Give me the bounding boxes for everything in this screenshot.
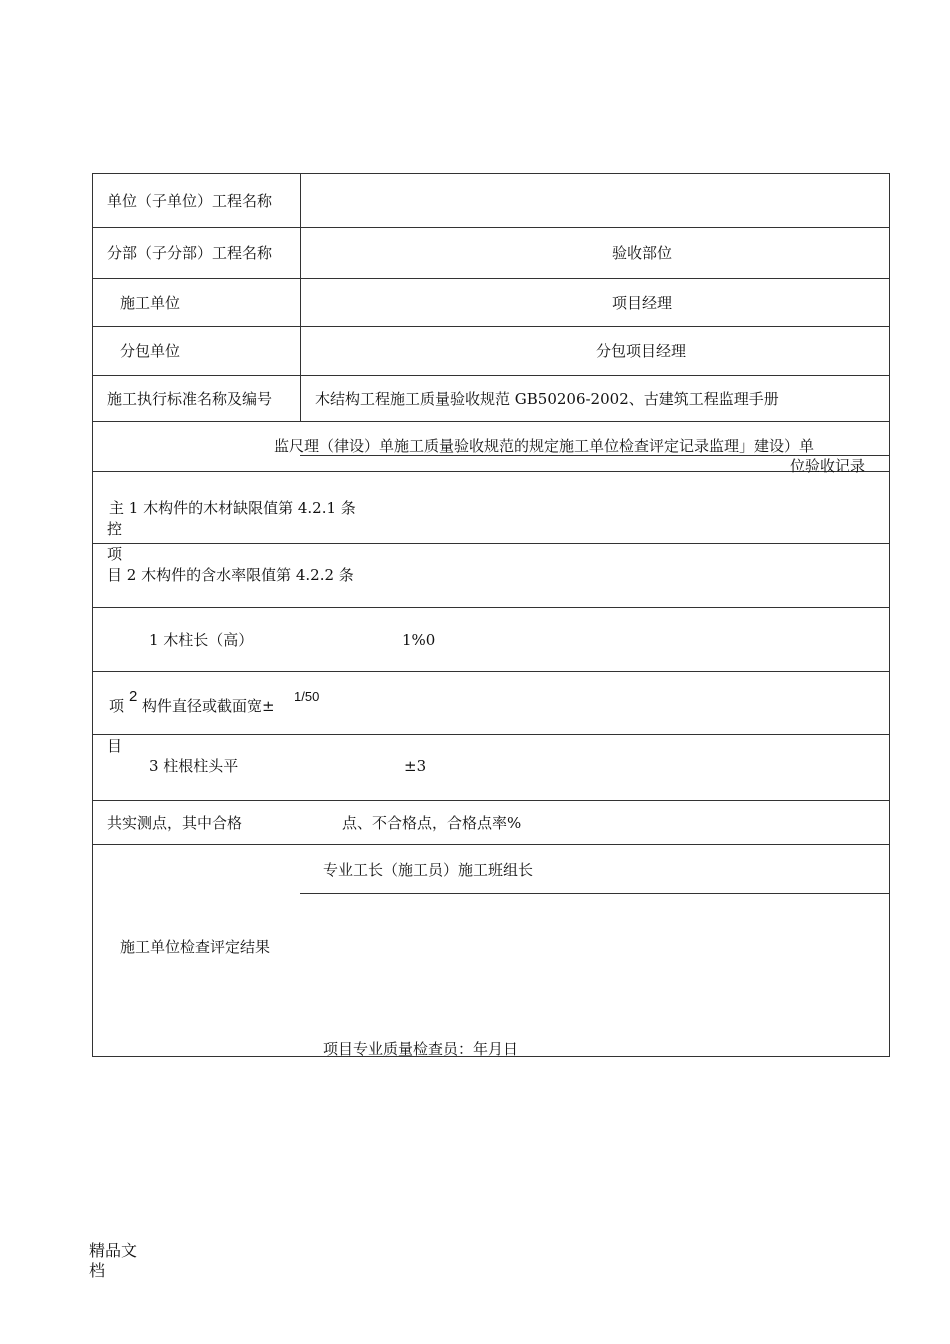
acceptance-part-label: 验收部位 [612,244,673,262]
inspector-label: 项目专业质量检查员：年月日 [323,1040,519,1058]
project-manager-label: 项目经理 [612,294,673,312]
row-divider [92,734,890,735]
general-item-2-label: 构件直径或截面宽± [142,697,275,715]
subcontract-unit-label: 分包单位 [120,342,181,360]
main-item-1: 主 1 木构件的木材缺限值第 4.2.1 条 [109,499,356,517]
general-item-1-label: 1 木柱长（高） [149,631,254,649]
main-item-char: 项 [107,545,123,563]
row-divider [92,227,890,228]
header-underline [300,455,890,456]
row-divider [92,375,890,376]
column-header-line2: 位验收记录 [790,457,866,475]
general-item-3-value: ±3 [404,757,427,775]
row-divider [92,844,890,845]
row-divider [92,326,890,327]
sub-project-label: 分部（子分部）工程名称 [107,244,273,262]
standard-label: 施工执行标准名称及编号 [107,390,273,408]
row-divider [92,278,890,279]
row-divider [92,421,890,422]
construction-unit-label: 施工单位 [120,294,181,312]
main-item-2: 目 2 木构件的含水率限值第 4.2.2 条 [107,566,354,584]
footer-line2: 档 [89,1261,106,1280]
unit-project-label: 单位（子单位）工程名称 [107,192,273,210]
row-divider [92,671,890,672]
row-divider [92,607,890,608]
general-item-mu: 目 [107,737,123,755]
general-item-1-value: 1%0 [402,631,436,649]
summary-right: 点、不合格点，合格点率% [342,814,522,832]
check-result-label: 施工单位检查评定结果 [120,938,271,956]
subcontract-manager-label: 分包项目经理 [596,342,687,360]
row-divider [300,893,890,894]
standard-value: 木结构工程施工质量验收规范 GB50206-2002、古建筑工程监理手册 [315,390,779,408]
row-divider [92,800,890,801]
summary-left: 共实测点，其中合格 [107,814,243,832]
main-control-char: 控 [107,520,123,538]
general-item-2-value: 1/50 [294,689,320,704]
foreman-label: 专业工长（施工员）施工班组长 [323,861,534,879]
column-divider [300,173,301,421]
footer-line1: 精品文 [89,1241,138,1260]
general-item-2-number: 2 [129,688,138,705]
column-header-line1: 监尺理（律设）单施工质量验收规范的规定施工单位检查评定记录监理」建设）单 [274,437,815,455]
general-item-2-prefix: 项 [109,697,125,715]
row-divider [92,543,890,544]
inspection-form-table [92,173,890,1057]
general-item-3-label: 3 柱根柱头平 [149,757,239,775]
row-divider [92,471,890,472]
